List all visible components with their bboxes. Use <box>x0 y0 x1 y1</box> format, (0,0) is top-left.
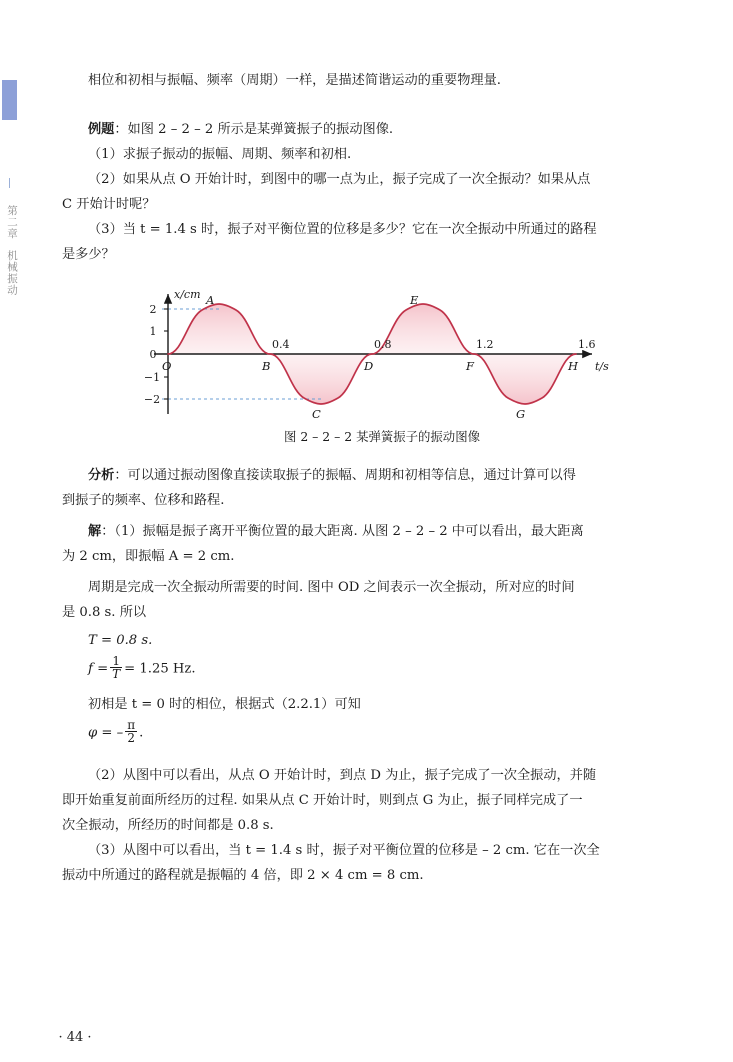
period-text-b: 是 0.8 s. 所以 <box>62 605 147 620</box>
formula-phase-end: . <box>139 725 144 741</box>
formula-phase <box>88 719 488 745</box>
answer-2-line-1 <box>88 763 696 788</box>
formula-period <box>88 628 488 653</box>
answer-2-line-3 <box>62 813 682 838</box>
solution-label: 解 <box>88 524 102 539</box>
answer-2-text-b: 即开始重复前面所经历的过程. 如果从点 C 开始计时，则到点 G 为止，振子同样完成了一 <box>62 793 583 808</box>
y-tick-neg2: −2 <box>143 393 161 406</box>
analysis-label: 分析 <box>88 468 115 483</box>
phase-paragraph <box>88 692 696 717</box>
page-sidebar <box>0 0 62 1062</box>
answer-2-text-a: （2）从图中可以看出，从点 O 开始计时，到点 D 为止，振子完成了一次全振动，并随 <box>88 768 597 783</box>
example-text: ：如图 2 – 2 – 2 所示是某弹簧振子的振动图像. <box>114 122 394 137</box>
formula-frequency <box>88 655 488 681</box>
answer-2-text-c: 次全振动，所经历的时间都是 0.8 s. <box>62 818 274 833</box>
point-label-F: F <box>466 359 474 373</box>
question-1-text: （1）求振子振动的振幅、周期、频率和初相. <box>88 147 352 162</box>
answer-3-text-a: （3）从图中可以看出，当 t = 1.4 s 时，振子对平衡位置的位移是 – 2 cm. 它在一次全 <box>88 843 600 858</box>
formula-phase-lhs: φ = – <box>88 725 124 741</box>
analysis-line-2 <box>62 488 682 513</box>
x-tick-1-6: 1.6 <box>578 338 596 351</box>
solution-line-1 <box>88 519 696 544</box>
analysis-text-b: 到振子的频率、位移和路程. <box>62 493 225 508</box>
fraction-numerator: 1 <box>112 654 120 668</box>
question-2-line-1 <box>88 167 696 192</box>
fraction-denominator-2: 2 <box>125 731 137 745</box>
point-label-E: E <box>410 293 419 307</box>
y-tick-neg1: −1 <box>143 371 161 384</box>
x-tick-0-4: 0.4 <box>272 338 290 351</box>
fraction-pi-over-2 <box>125 719 137 745</box>
example-heading <box>88 117 688 142</box>
sidebar-color-block <box>2 80 17 120</box>
point-label-G: G <box>516 407 526 421</box>
question-1 <box>88 142 688 167</box>
question-3-line-2 <box>62 242 682 267</box>
question-2-line-2 <box>62 192 682 217</box>
question-3-line-1 <box>88 217 696 242</box>
analysis-text-a: ：可以通过振动图像直接读取振子的振幅、周期和初相等信息，通过计算可以得 <box>114 468 576 483</box>
solution-line-2 <box>62 544 682 569</box>
answer-2-line-2 <box>62 788 682 813</box>
question-3-text-b: 是多少？ <box>62 247 115 262</box>
sidebar-divider <box>9 178 10 188</box>
phase-text: 初相是 t = 0 时的相位，根据式（2.2.1）可知 <box>88 697 361 712</box>
x-tick-1-2: 1.2 <box>476 338 494 351</box>
period-line-2 <box>62 600 682 625</box>
formula-period-text: T = 0.8 s. <box>88 633 153 648</box>
analysis-line-1 <box>88 463 696 488</box>
question-2-text-a: （2）如果从点 O 开始计时，到图中的哪一点为止，振子完成了一次全振动？如果从点 <box>88 172 591 187</box>
formula-frequency-lhs: f = <box>88 661 109 677</box>
vibration-graph-figure <box>140 282 620 422</box>
example-label: 例题 <box>88 122 115 137</box>
sidebar-chapter-title: 机械振动 <box>6 250 18 296</box>
point-label-A: A <box>206 293 215 307</box>
figure-caption: 图 2 – 2 – 2 某弹簧振子的振动图像 <box>284 429 480 444</box>
fraction-one-over-T <box>110 655 122 681</box>
answer-3-line-1 <box>88 838 696 863</box>
answer-3-text-b: 振动中所通过的路程就是振幅的 4 倍，即 2 × 4 cm = 8 cm. <box>62 868 424 883</box>
period-text-a: 周期是完成一次全振动所需要的时间. 图中 OD 之间表示一次全振动，所对应的时间 <box>88 580 575 595</box>
point-label-H: H <box>568 359 579 373</box>
point-label-C: C <box>312 407 321 421</box>
point-label-O: O <box>162 359 172 373</box>
y-tick-1: 1 <box>149 325 157 338</box>
point-label-D: D <box>364 359 374 373</box>
formula-frequency-rhs: = 1.25 Hz. <box>124 661 196 677</box>
solution-text-a: ：（1）振幅是振子离开平衡位置的最大距离. 从图 2 – 2 – 2 中可以看出，最大距离 <box>101 524 584 539</box>
vibration-graph-svg <box>140 282 620 422</box>
answer-3-line-2 <box>62 863 682 888</box>
intro-paragraph <box>88 68 678 93</box>
period-line-1 <box>88 575 696 600</box>
x-axis-label: t/s <box>595 360 609 373</box>
solution-text-b: 为 2 cm，即振幅 A = 2 cm. <box>62 549 235 564</box>
sidebar-chapter-label: 第二章 <box>6 205 18 240</box>
fraction-denominator: T <box>112 667 121 681</box>
intro-text: 相位和初相与振幅、频率（周期）一样，是描述简谐运动的重要物理量. <box>88 73 502 88</box>
page-number: · 44 · <box>58 1030 92 1045</box>
y-tick-0: 0 <box>149 348 157 361</box>
fraction-numerator-pi: π <box>127 718 136 732</box>
x-tick-0-8: 0.8 <box>374 338 392 351</box>
y-axis-label: x/cm <box>174 288 201 301</box>
question-2-text-b: C 开始计时呢？ <box>62 197 156 212</box>
y-tick-2: 2 <box>149 303 157 316</box>
point-label-B: B <box>262 359 271 373</box>
question-3-text-a: （3）当 t = 1.4 s 时，振子对平衡位置的位移是多少？它在一次全振动中所通过的路程 <box>88 222 597 237</box>
